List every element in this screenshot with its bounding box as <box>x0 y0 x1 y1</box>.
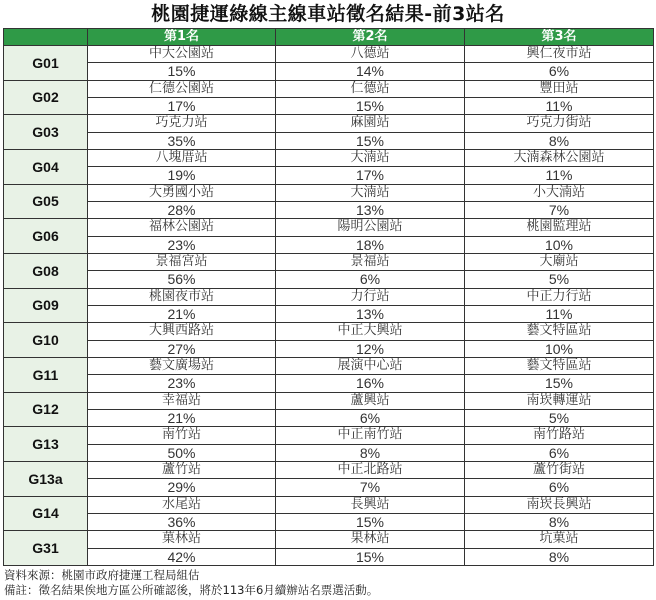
vote-percent-rank-1: 17% <box>88 97 276 114</box>
footnotes <box>4 568 654 598</box>
vote-percent-rank-3: 5% <box>465 271 654 288</box>
station-name-rank-3: 藝文特區站 <box>465 323 654 340</box>
station-name-row <box>4 219 654 236</box>
station-name-rank-2: 大湳站 <box>276 149 465 166</box>
station-name-rank-2: 力行站 <box>276 288 465 305</box>
station-name-rank-2: 大湳站 <box>276 184 465 201</box>
vote-percent-rank-1: 23% <box>88 375 276 392</box>
vote-percent-rank-1: 56% <box>88 271 276 288</box>
station-percent-row <box>4 63 654 80</box>
vote-percent-rank-2: 15% <box>276 513 465 530</box>
vote-percent-rank-3: 6% <box>465 479 654 496</box>
station-name-rank-2: 陽明公園站 <box>276 219 465 236</box>
header-rank-1: 第1名 <box>88 29 276 46</box>
station-name-rank-3: 巧克力街站 <box>465 115 654 132</box>
station-name-rank-1: 桃園夜市站 <box>88 288 276 305</box>
vote-percent-rank-3: 5% <box>465 409 654 426</box>
page-title: 桃園捷運綠線主線車站徵名結果-前3站名 <box>151 3 505 25</box>
vote-percent-rank-2: 8% <box>276 444 465 461</box>
station-name-rank-1: 中大公園站 <box>88 46 276 63</box>
station-name-rank-1: 大興西路站 <box>88 323 276 340</box>
vote-percent-rank-2: 15% <box>276 97 465 114</box>
station-percent-row <box>4 305 654 322</box>
station-code: G12 <box>4 392 88 427</box>
station-percent-row <box>4 513 654 530</box>
station-name-rank-2: 展演中心站 <box>276 357 465 374</box>
station-name-rank-3: 大湳森林公園站 <box>465 149 654 166</box>
vote-percent-rank-2: 14% <box>276 63 465 80</box>
vote-percent-rank-1: 28% <box>88 201 276 218</box>
station-name-rank-3: 豐田站 <box>465 80 654 97</box>
vote-percent-rank-3: 6% <box>465 444 654 461</box>
vote-percent-rank-2: 6% <box>276 271 465 288</box>
station-name-rank-2: 八德站 <box>276 46 465 63</box>
station-name-row <box>4 46 654 63</box>
header-corner <box>4 29 88 46</box>
vote-percent-rank-3: 11% <box>465 167 654 184</box>
station-name-rank-1: 幸福站 <box>88 392 276 409</box>
vote-percent-rank-1: 36% <box>88 513 276 530</box>
vote-percent-rank-1: 21% <box>88 409 276 426</box>
station-code: G06 <box>4 219 88 254</box>
station-name-rank-3: 蘆竹街站 <box>465 461 654 478</box>
vote-percent-rank-1: 21% <box>88 305 276 322</box>
header-row <box>4 29 654 46</box>
station-name-rank-1: 蘆竹站 <box>88 461 276 478</box>
station-code: G14 <box>4 496 88 531</box>
station-percent-row <box>4 409 654 426</box>
station-name-row <box>4 149 654 166</box>
station-name-row <box>4 80 654 97</box>
station-name-rank-2: 長興站 <box>276 496 465 513</box>
results-table <box>3 28 654 566</box>
vote-percent-rank-3: 11% <box>465 97 654 114</box>
station-percent-row <box>4 271 654 288</box>
station-name-row <box>4 392 654 409</box>
station-percent-row <box>4 444 654 461</box>
station-percent-row <box>4 201 654 218</box>
station-name-rank-3: 中正力行站 <box>465 288 654 305</box>
station-code: G09 <box>4 288 88 323</box>
source-note: 資料來源：桃園市政府捷運工程局組估 <box>4 568 200 582</box>
station-name-rank-2: 中正大興站 <box>276 323 465 340</box>
station-name-rank-1: 仁德公園站 <box>88 80 276 97</box>
station-name-rank-1: 藝文廣場站 <box>88 357 276 374</box>
station-name-rank-3: 坑菓站 <box>465 531 654 548</box>
vote-percent-rank-1: 35% <box>88 132 276 149</box>
station-name-rank-3: 南崁轉運站 <box>465 392 654 409</box>
vote-percent-rank-3: 8% <box>465 548 654 565</box>
remark-note: 備註：徵名結果俟地方區公所確認後，將於113年6月續辦站名票選活動。 <box>4 583 379 597</box>
vote-percent-rank-1: 23% <box>88 236 276 253</box>
vote-percent-rank-2: 7% <box>276 479 465 496</box>
vote-percent-rank-2: 12% <box>276 340 465 357</box>
station-name-rank-3: 興仁夜市站 <box>465 46 654 63</box>
vote-percent-rank-1: 27% <box>88 340 276 357</box>
vote-percent-rank-3: 6% <box>465 63 654 80</box>
station-name-rank-2: 果林站 <box>276 531 465 548</box>
station-name-rank-1: 菓林站 <box>88 531 276 548</box>
vote-percent-rank-2: 13% <box>276 305 465 322</box>
station-name-row <box>4 323 654 340</box>
vote-percent-rank-2: 13% <box>276 201 465 218</box>
station-percent-row <box>4 132 654 149</box>
station-percent-row <box>4 236 654 253</box>
station-name-row <box>4 357 654 374</box>
header-rank-3: 第3名 <box>465 29 654 46</box>
results-body <box>4 46 654 566</box>
vote-percent-rank-1: 42% <box>88 548 276 565</box>
station-name-rank-3: 藝文特區站 <box>465 357 654 374</box>
vote-percent-rank-3: 7% <box>465 201 654 218</box>
station-name-row <box>4 496 654 513</box>
vote-percent-rank-2: 18% <box>276 236 465 253</box>
vote-percent-rank-3: 10% <box>465 340 654 357</box>
station-code: G13a <box>4 461 88 496</box>
vote-percent-rank-3: 8% <box>465 513 654 530</box>
station-name-rank-2: 景福站 <box>276 253 465 270</box>
station-code: G13 <box>4 427 88 462</box>
vote-percent-rank-1: 15% <box>88 63 276 80</box>
vote-percent-rank-2: 6% <box>276 409 465 426</box>
station-name-rank-1: 水尾站 <box>88 496 276 513</box>
station-name-row <box>4 115 654 132</box>
vote-percent-rank-3: 15% <box>465 375 654 392</box>
station-name-rank-2: 中正南竹站 <box>276 427 465 444</box>
vote-percent-rank-1: 19% <box>88 167 276 184</box>
vote-percent-rank-3: 10% <box>465 236 654 253</box>
station-name-rank-3: 小大湳站 <box>465 184 654 201</box>
station-name-row <box>4 288 654 305</box>
station-name-rank-1: 巧克力站 <box>88 115 276 132</box>
station-name-row <box>4 253 654 270</box>
station-code: G02 <box>4 80 88 115</box>
station-percent-row <box>4 167 654 184</box>
station-code: G05 <box>4 184 88 219</box>
station-percent-row <box>4 97 654 114</box>
vote-percent-rank-3: 11% <box>465 305 654 322</box>
station-code: G08 <box>4 253 88 288</box>
vote-percent-rank-1: 29% <box>88 479 276 496</box>
station-percent-row <box>4 340 654 357</box>
station-name-rank-1: 福林公園站 <box>88 219 276 236</box>
station-percent-row <box>4 548 654 565</box>
station-name-rank-1: 南竹站 <box>88 427 276 444</box>
vote-percent-rank-2: 16% <box>276 375 465 392</box>
station-name-rank-2: 麻園站 <box>276 115 465 132</box>
station-name-rank-3: 大廟站 <box>465 253 654 270</box>
station-name-rank-2: 蘆興站 <box>276 392 465 409</box>
station-code: G03 <box>4 115 88 150</box>
vote-percent-rank-2: 17% <box>276 167 465 184</box>
station-name-row <box>4 427 654 444</box>
station-name-row <box>4 184 654 201</box>
station-name-rank-3: 南崁長興站 <box>465 496 654 513</box>
station-code: G01 <box>4 46 88 81</box>
station-name-rank-2: 中正北路站 <box>276 461 465 478</box>
vote-percent-rank-2: 15% <box>276 132 465 149</box>
vote-percent-rank-2: 15% <box>276 548 465 565</box>
station-code: G04 <box>4 149 88 184</box>
station-name-rank-2: 仁德站 <box>276 80 465 97</box>
station-name-rank-1: 八塊厝站 <box>88 149 276 166</box>
station-code: G11 <box>4 357 88 392</box>
station-code: G31 <box>4 531 88 566</box>
vote-percent-rank-3: 8% <box>465 132 654 149</box>
station-name-rank-1: 大勇國小站 <box>88 184 276 201</box>
station-name-row <box>4 461 654 478</box>
station-percent-row <box>4 375 654 392</box>
station-name-rank-3: 桃園監理站 <box>465 219 654 236</box>
station-name-rank-3: 南竹路站 <box>465 427 654 444</box>
station-name-rank-1: 景福宮站 <box>88 253 276 270</box>
header-rank-2: 第2名 <box>276 29 465 46</box>
station-code: G10 <box>4 323 88 358</box>
vote-percent-rank-1: 50% <box>88 444 276 461</box>
station-name-row <box>4 531 654 548</box>
station-percent-row <box>4 479 654 496</box>
